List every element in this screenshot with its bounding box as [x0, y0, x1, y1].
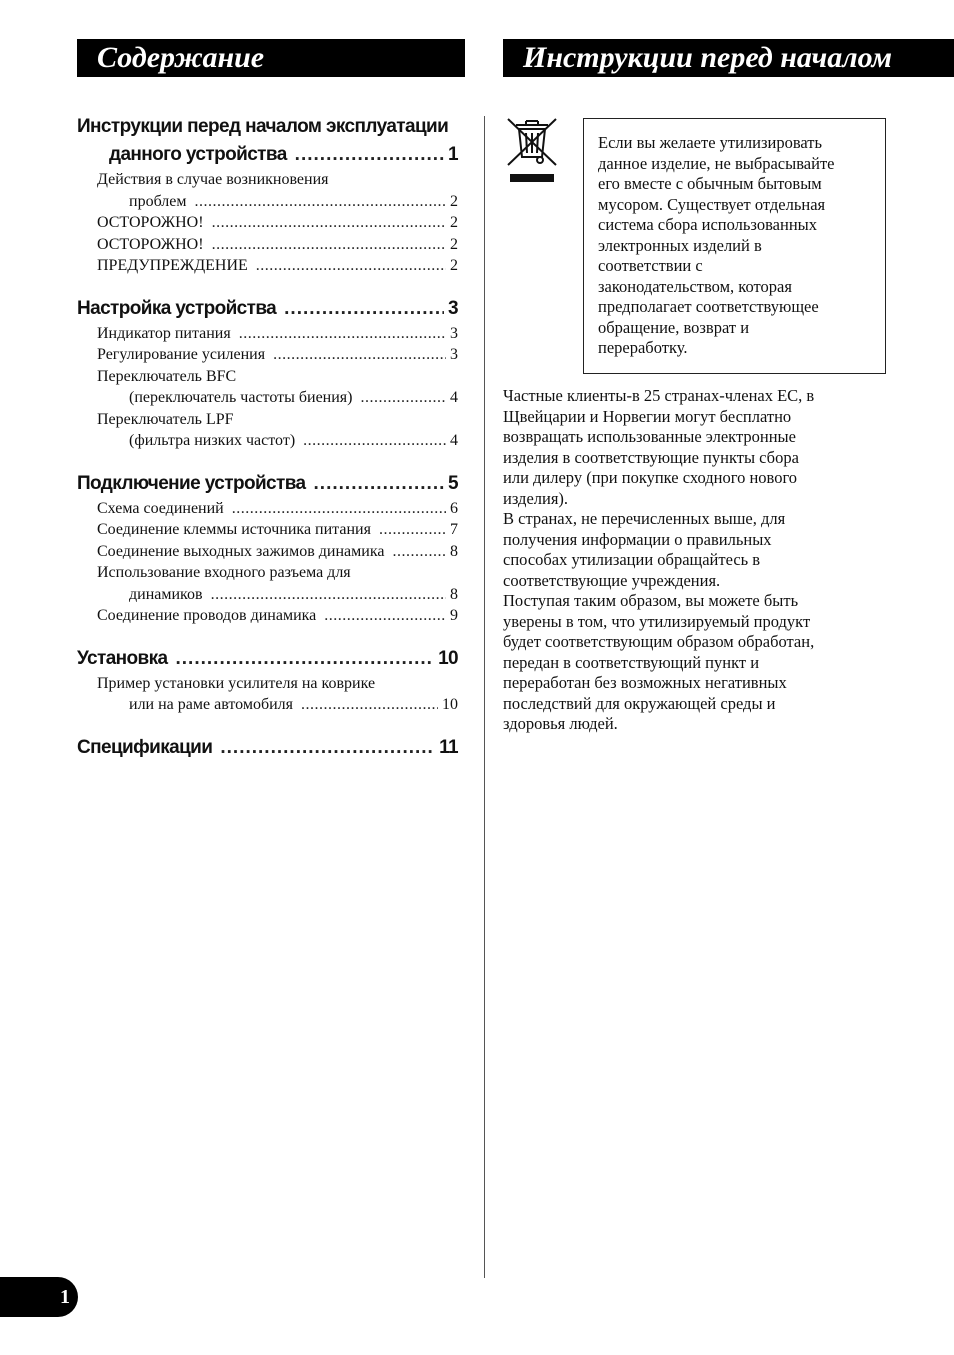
- instructions-header: Инструкции перед началом: [503, 39, 954, 77]
- dot-leader: [379, 519, 446, 541]
- toc-item-row[interactable]: [77, 387, 458, 409]
- toc-item[interactable]: Использование входного разъема для: [97, 564, 351, 581]
- body-line: здоровья людей.: [503, 714, 618, 733]
- crossed-out-wheeled-bin-icon: [504, 117, 560, 185]
- dot-leader: [176, 645, 435, 673]
- body-line: получения информации о правильных: [503, 529, 772, 549]
- toc-page-number: 4: [450, 389, 458, 406]
- notice-line: предполагает соответствующее: [598, 297, 819, 316]
- dot-leader: [211, 584, 446, 606]
- toc-page-number: 1: [448, 144, 458, 165]
- dot-leader: [314, 470, 445, 498]
- toc-item-row[interactable]: [77, 430, 458, 452]
- toc-item-label: Соединение проводов динамика: [97, 607, 317, 624]
- toc-item-row[interactable]: [77, 498, 458, 520]
- dot-leader: [324, 605, 446, 627]
- dot-leader: [360, 387, 446, 409]
- table-of-contents: [77, 113, 458, 762]
- toc-item-label: Схема соединений: [97, 499, 224, 517]
- toc-page-number: 2: [450, 214, 458, 231]
- toc-page-number: 4: [450, 432, 458, 449]
- notice-line: Если вы желаете утилизировать: [598, 133, 823, 152]
- notice-line: законодательством, которая: [598, 276, 792, 296]
- toc-section-row[interactable]: [77, 470, 458, 498]
- body-line: В странах, не перечисленных выше, для: [503, 509, 786, 528]
- toc-page-number: 2: [450, 235, 458, 253]
- toc-page-number: 2: [450, 257, 458, 274]
- body-line: Частные клиенты-в 25 странах-членах ЕС, в: [503, 386, 815, 405]
- dot-leader: [239, 323, 446, 345]
- body-line: передан в соответствующий пункт и: [503, 652, 760, 672]
- contents-header: Содержание: [77, 39, 465, 77]
- disposal-notice-box: [583, 118, 886, 374]
- toc-page-number: 3: [450, 324, 458, 342]
- body-line: изделия).: [503, 488, 569, 508]
- toc-item-label: Соединение выходных зажимов динамика: [97, 542, 385, 560]
- dot-leader: [212, 212, 446, 234]
- toc-item-label: ОСТОРОЖНО!: [97, 214, 204, 231]
- toc-item-row[interactable]: [77, 541, 458, 563]
- toc-item-label: (переключатель частоты биения): [129, 389, 353, 406]
- toc-item[interactable]: Переключатель LPF: [97, 410, 234, 428]
- toc-item-row[interactable]: [77, 605, 458, 627]
- toc-section-title[interactable]: Инструкции перед началом эксплуатации: [77, 116, 449, 137]
- toc-section-title: Установка: [77, 647, 168, 669]
- toc-section-row[interactable]: [77, 141, 458, 169]
- toc-item-row[interactable]: [77, 519, 458, 541]
- body-line: способах утилизации обращайтесь в: [503, 550, 761, 569]
- toc-page-number: 8: [450, 585, 458, 603]
- toc-page-number: 3: [448, 297, 458, 319]
- toc-item-label: Индикатор питания: [97, 324, 231, 342]
- body-line: будет соответствующим образом обработан,: [503, 632, 815, 651]
- notice-line: мусором. Существует отдельная: [598, 194, 826, 214]
- dot-leader: [295, 141, 444, 169]
- column-divider: [484, 116, 485, 1278]
- toc-page-number: 10: [438, 647, 458, 669]
- toc-item-label: (фильтра низких частот): [129, 432, 296, 449]
- notice-line: данное изделие, не выбрасывайте: [598, 153, 835, 173]
- dot-leader: [284, 295, 444, 323]
- toc-item-row[interactable]: [77, 584, 458, 606]
- toc-page-number: 6: [450, 499, 458, 517]
- notice-line: переработку.: [598, 338, 688, 357]
- body-line: последствий для окружающей среды и: [503, 693, 776, 713]
- toc-item-label: динамиков: [129, 585, 203, 603]
- toc-item-row[interactable]: [77, 234, 458, 256]
- toc-section-row[interactable]: [77, 734, 458, 762]
- toc-page-number: 11: [439, 736, 458, 758]
- notice-line: система сбора использованных: [598, 215, 817, 234]
- body-line: или дилеру (при покупке сходного нового: [503, 468, 798, 487]
- toc-item-row[interactable]: [77, 255, 458, 277]
- toc-item-row[interactable]: [77, 191, 458, 213]
- toc-page-number: 10: [442, 696, 458, 713]
- toc-item-row[interactable]: [77, 212, 458, 234]
- dot-leader: [232, 498, 446, 520]
- page-number: 1: [0, 1277, 78, 1317]
- toc-page-number: 7: [450, 521, 458, 538]
- body-line: Поступая таким образом, вы можете быть: [503, 591, 799, 610]
- toc-item-label: Регулирование усиления: [97, 346, 266, 363]
- toc-item[interactable]: Действия в случае возникновения: [97, 171, 329, 188]
- body-line: переработан без возможных негативных: [503, 673, 787, 692]
- toc-section-title: Настройка устройства: [77, 297, 277, 319]
- toc-page-number: 5: [448, 472, 458, 494]
- body-line: уверены в том, что утилизируемый продукт: [503, 611, 811, 631]
- body-line: возвращать использованные электронные: [503, 427, 796, 446]
- dot-leader: [195, 191, 446, 213]
- toc-item-row[interactable]: [77, 323, 458, 345]
- toc-item-label: ОСТОРОЖНО!: [97, 235, 204, 253]
- disposal-info-text: [503, 386, 893, 735]
- notice-line: электронных изделий в: [598, 235, 762, 255]
- toc-item-row[interactable]: [77, 344, 458, 366]
- toc-section-title: данного устройства: [109, 144, 287, 165]
- notice-line: соответствии с: [598, 256, 703, 275]
- toc-section-row[interactable]: [77, 645, 458, 673]
- toc-item-label: ПРЕДУПРЕЖДЕНИЕ: [97, 257, 248, 274]
- toc-page-number: 9: [450, 607, 458, 624]
- toc-section-row[interactable]: [77, 295, 458, 323]
- dot-leader: [273, 344, 446, 366]
- toc-page-number: 3: [450, 346, 458, 363]
- toc-page-number: 2: [450, 192, 458, 210]
- body-line: изделия в соответствующие пункты сбора: [503, 447, 799, 467]
- notice-line: его вместе с обычным бытовым: [598, 174, 822, 193]
- body-line: Щвейцарии и Норвегии могут бесплатно: [503, 406, 792, 426]
- dot-leader: [301, 694, 438, 716]
- toc-section-title: Подключение устройства: [77, 472, 306, 494]
- toc-section-title: Спецификации: [77, 736, 213, 758]
- dot-leader: [256, 255, 446, 277]
- toc-item-label: или на раме автомобиля: [129, 696, 294, 713]
- dot-leader: [392, 541, 446, 563]
- toc-item[interactable]: Переключатель BFC: [97, 367, 237, 385]
- dot-leader: [220, 734, 435, 762]
- notice-line: обращение, возврат и: [598, 317, 750, 337]
- dot-leader: [212, 234, 446, 256]
- body-line: соответствующие учреждения.: [503, 570, 721, 590]
- toc-item-label: Соединение клеммы источника питания: [97, 521, 371, 538]
- toc-item-label: проблем: [129, 192, 187, 210]
- toc-item[interactable]: Пример установки усилителя на коврике: [97, 674, 376, 692]
- toc-page-number: 8: [450, 542, 458, 560]
- dot-leader: [303, 430, 446, 452]
- toc-item-row[interactable]: [77, 694, 458, 716]
